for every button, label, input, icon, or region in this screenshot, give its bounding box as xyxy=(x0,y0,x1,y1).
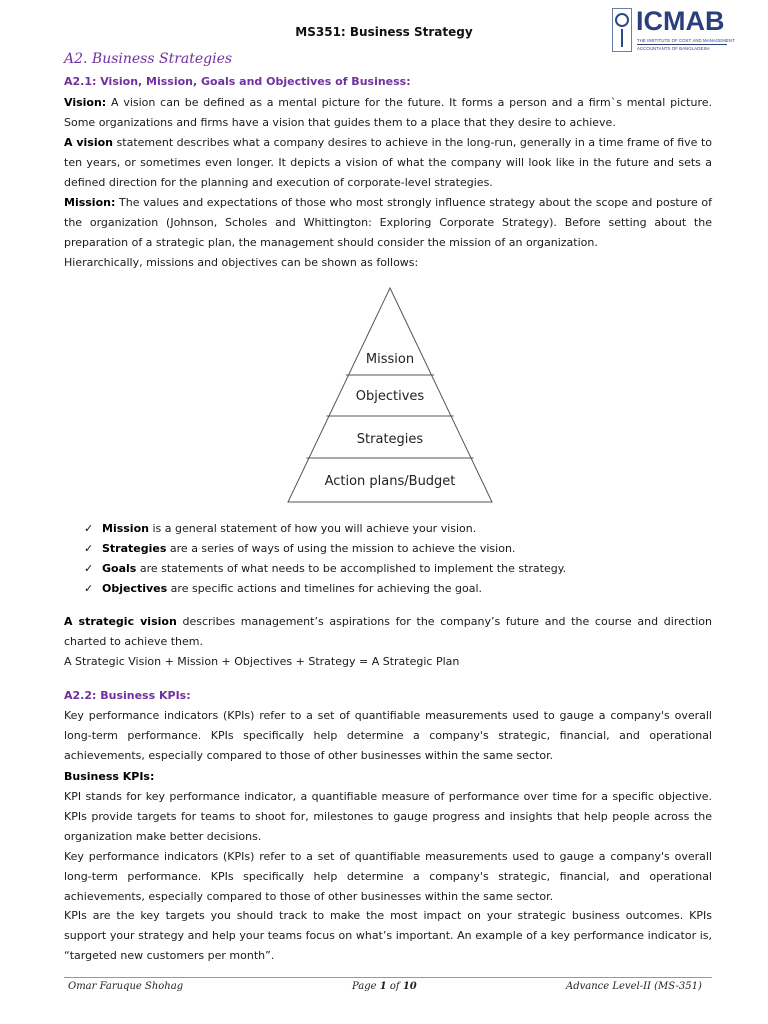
list-item: ✓ Goals are statements of what needs to be accomplished to implement the strategy. xyxy=(84,559,724,579)
subsection-title-kpis: A2.2: Business KPIs: xyxy=(64,689,191,702)
vision-text: A vision can be defined as a mental picture for the future. It forms a person and a firm`s mental picture. Some organizations and firms have a vision that guides them to a place that they desire to achieve. xyxy=(64,96,712,129)
footer-divider xyxy=(64,977,712,978)
logo-subtitle-1: THE INSTITUTE OF COST AND MANAGEMENT xyxy=(637,38,735,43)
pyramid-level-strategies: Strategies xyxy=(356,432,424,447)
check-icon: ✓ xyxy=(84,582,94,595)
icmab-logo xyxy=(612,6,735,54)
mission-paragraph xyxy=(64,193,712,253)
logo-subtitle-2: ACCOUNTANTS OF BANGLADESH xyxy=(637,46,710,51)
list-item: ✓ Strategies are a series of ways of using the mission to achieve the vision. xyxy=(84,539,724,559)
check-icon: ✓ xyxy=(84,562,94,575)
pyramid-level-action-plans: Action plans/Budget xyxy=(324,474,456,489)
mission-label: Mission: xyxy=(64,196,116,209)
strategic-vision-label: A strategic vision xyxy=(64,615,177,628)
mission-text: The values and expectations of those who most strongly influence strategy about the scope and posture of the organization (Johnson, Scholes and Whittington: Exploring Corporate Strategy). Before setting about the preparation of a strategic plan, the management should consider the mission of an organization. xyxy=(64,196,712,249)
vision-paragraph xyxy=(64,93,712,133)
kpi-paragraph-2: KPI stands for key performance indicator, a quantifiable measure of performance over time for a specific objective. KPIs provide targets for teams to shoot for, milestones to gauge progress and insights that help people across the organization make better decisions. xyxy=(64,790,712,843)
pyramid-level-mission: Mission xyxy=(365,352,415,367)
subsection-title-vision: A2.1: Vision, Mission, Goals and Objectives of Business: xyxy=(64,75,411,88)
emblem-icon xyxy=(612,8,632,52)
section-title: A2. Business Strategies xyxy=(64,51,233,67)
footer-author: Omar Faruque Shohag xyxy=(68,981,184,992)
kpi-paragraph-4: KPIs are the key targets you should track to make the most impact on your strategic business outcomes. KPIs support your strategy and help your teams focus on what’s important. An example of a key performance indicator is, “targeted new customers per month”. xyxy=(64,909,712,962)
check-icon: ✓ xyxy=(84,522,94,535)
a-vision-label: A vision xyxy=(64,136,114,149)
a-vision-text: statement describes what a company desires to achieve in the long-run, generally in a time frame of five to ten years, or sometimes even longer. It depicts a vision of what the company will look like in the future and sets a defined direction for the planning and execution of corporate-level strategies. xyxy=(64,136,712,189)
pyramid-level-objectives: Objectives xyxy=(355,389,425,404)
kpi-paragraph-3: Key performance indicators (KPIs) refer to a set of quantifiable measurements used to gauge a company's overall long-term performance. KPIs specifically help determine a company's strategic, financial, and operational achievements, especially compared to those of other businesses within the same sector. xyxy=(64,850,712,903)
strategic-plan-formula: A Strategic Vision + Mission + Objectives + Strategy = A Strategic Plan xyxy=(64,655,460,668)
list-item: ✓ Mission is a general statement of how you will achieve your vision. xyxy=(84,519,724,539)
document-title: MS351: Business Strategy xyxy=(295,25,473,39)
logo-name: ICMAB xyxy=(636,6,725,36)
strategy-pyramid xyxy=(286,286,494,504)
business-kpis-heading: Business KPIs: xyxy=(64,770,155,783)
strategic-vision-text: describes management’s aspirations for the company’s future and the course and direction charted to achieve them. xyxy=(64,615,713,648)
kpi-paragraph-1: Key performance indicators (KPIs) refer to a set of quantifiable measurements used to gauge a company's overall long-term performance. KPIs specifically help determine a company's strategic, financial, and operational achievements, especially compared to those of other businesses within the same sector. xyxy=(64,709,712,762)
footer-level: Advance Level-II (MS-351) xyxy=(566,981,702,992)
vision-label: Vision: xyxy=(64,96,107,109)
hierarchy-intro: Hierarchically, missions and objectives can be shown as follows: xyxy=(64,256,419,269)
definitions-checklist xyxy=(84,519,724,599)
a-vision-paragraph xyxy=(64,133,712,193)
list-item: ✓ Objectives are specific actions and timelines for achieving the goal. xyxy=(84,579,724,599)
check-icon: ✓ xyxy=(84,542,94,555)
footer-page-number: Page 1 of 10 xyxy=(352,981,417,992)
strategic-vision-paragraph xyxy=(64,612,712,652)
